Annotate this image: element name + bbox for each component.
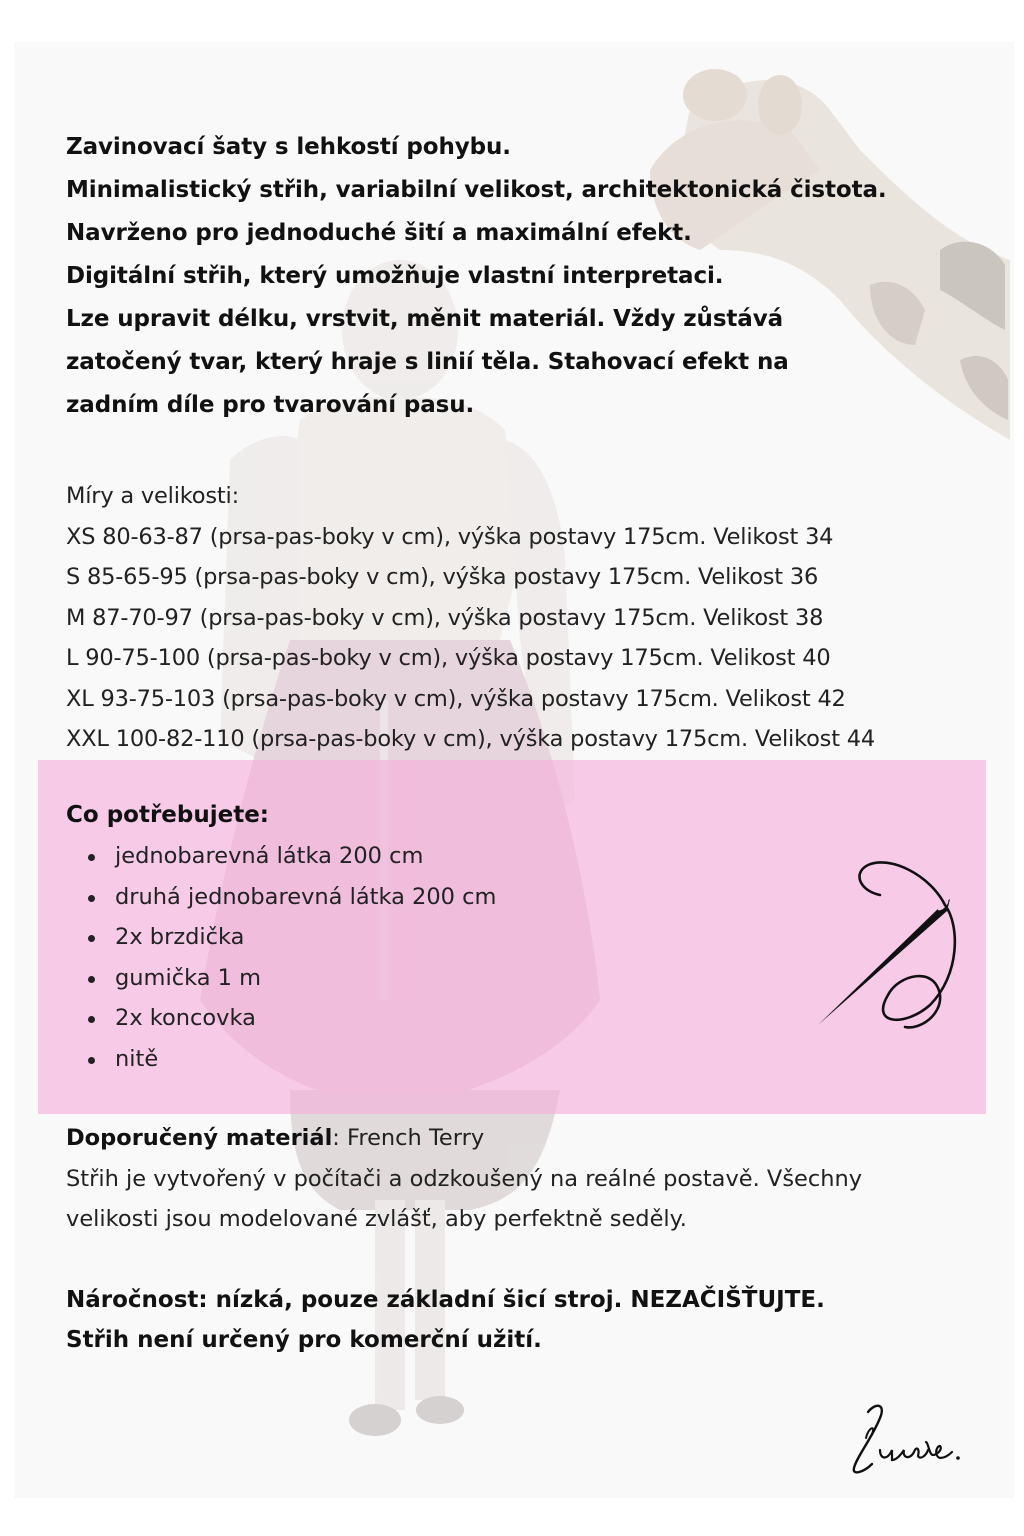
list-item: 2x brzdička [88, 917, 496, 958]
size-row: XS 80-63-87 (prsa-pas-boky v cm), výška postavy 175cm. Velikost 34 [66, 523, 834, 550]
intro-text [66, 126, 986, 427]
signature-logo [846, 1398, 966, 1478]
size-row: XL 93-75-103 (prsa-pas-boky v cm), výška postavy 175cm. Velikost 42 [66, 685, 846, 712]
difficulty-line: Náročnost: nízká, pouze základní šicí stroj. NEZAČIŠŤUJTE. [66, 1287, 825, 1313]
size-row: L 90-75-100 (prsa-pas-boky v cm), výška postavy 175cm. Velikost 40 [66, 645, 831, 671]
material-label: Doporučený materiál [66, 1125, 333, 1151]
intro-line: Digitální střih, který umožňuje vlastní interpretaci. [66, 263, 724, 289]
intro-line: Minimalistický střih, variabilní velikost, architektonická čistota. [66, 177, 887, 203]
list-item: druhá jednobarevná látka 200 cm [88, 877, 496, 918]
sizes-section [66, 476, 986, 760]
needs-list [88, 836, 496, 1079]
sizes-heading: Míry a velikosti: [66, 483, 239, 509]
size-row: M 87-70-97 (prsa-pas-boky v cm), výška postavy 175cm. Velikost 38 [66, 604, 824, 631]
intro-line: zatočený tvar, který hraje s linií těla. Stahovací efekt na [66, 349, 789, 375]
list-item: gumička 1 m [88, 958, 496, 999]
material-value: : French Terry [332, 1125, 485, 1151]
list-item: 2x koncovka [88, 998, 496, 1039]
difficulty-section [66, 1280, 986, 1360]
material-description: velikosti jsou modelované zvlášť, aby perfektně seděly. [66, 1206, 687, 1232]
size-row: S 85-65-95 (prsa-pas-boky v cm), výška postavy 175cm. Velikost 36 [66, 564, 819, 590]
material-section [66, 1118, 986, 1240]
intro-line: Lze upravit délku, vrstvit, měnit materiál. Vždy zůstává [66, 306, 784, 332]
material-line [66, 1118, 986, 1159]
needs-title: Co potřebujete: [66, 802, 270, 828]
size-row: XXL 100-82-110 (prsa-pas-boky v cm), výška postavy 175cm. Velikost 44 [66, 726, 875, 752]
list-item: jednobarevná látka 200 cm [88, 836, 496, 877]
difficulty-line: Střih není určený pro komerční užití. [66, 1327, 542, 1353]
list-item: nitě [88, 1039, 496, 1080]
material-description: Střih je vytvořený v počítači a odzkoušený na reálné postavě. Všechny [66, 1165, 863, 1192]
intro-line: zadním díle pro tvarování pasu. [66, 392, 475, 418]
intro-line: Zavinovací šaty s lehkostí pohybu. [66, 134, 511, 160]
intro-line: Navrženo pro jednoduché šití a maximální efekt. [66, 220, 692, 246]
needle-thread-icon [810, 855, 970, 1035]
